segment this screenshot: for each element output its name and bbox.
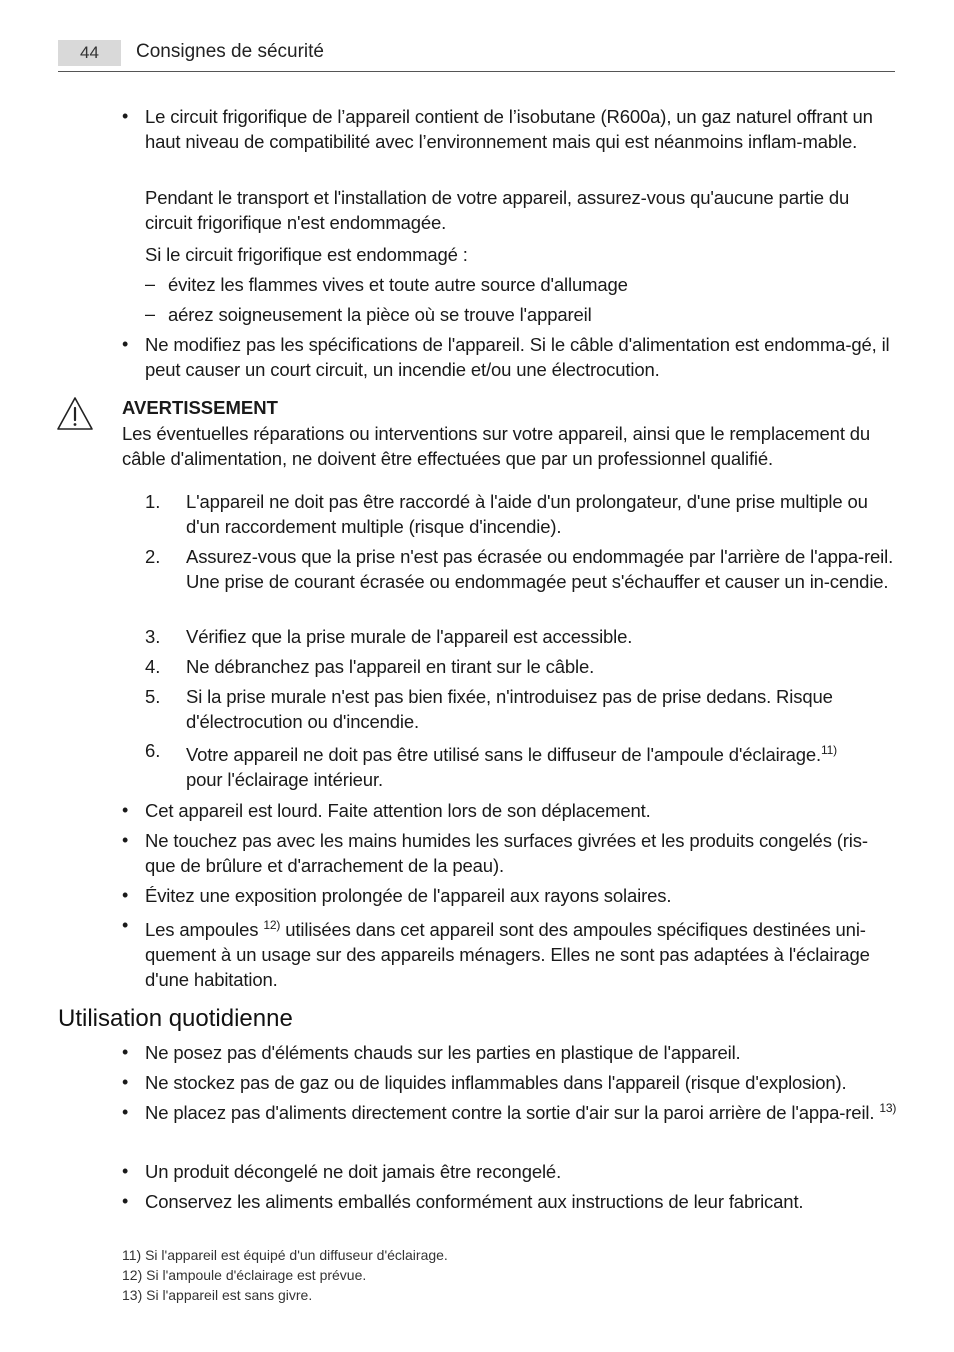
dash-marker: – [145,274,156,294]
bullet-marker: • [122,915,129,935]
dash-item-ventilate: aérez soigneusement la pièce où se trouve l'appareil [168,304,592,325]
bullet-item: Évitez une exposition prolongée de l'appareil aux rayons solaires. [145,885,672,906]
dash-item-flames: évitez les flammes vives et toute autre source d'allumage [168,274,628,295]
bullet-item-text: Les ampoules [145,919,264,940]
bullet-item: Ne touchez pas avec les mains humides les surfaces givrées et les produits congelés (ris-que de brûlure et d'arrachement de la peau). [145,830,868,876]
bullet-item: Un produit décongelé ne doit jamais être recongelé. [145,1161,562,1182]
page-header [58,40,895,72]
numbered-item: Assurez-vous que la prise n'est pas écrasée ou endommagée par l'arrière de l'appa-reil. Une prise de courant écrasée ou endommagée peut s'échauffer et causer un in-cendie. [186,546,894,592]
numbered-item: Ne débranchez pas l'appareil en tirant sur le câble. [186,656,595,677]
header-title: Consignes de sécurité [136,41,324,62]
bullet-item-text: Ne placez pas d'aliments directement contre la sortie d'air sur la paroi arrière de l'appa-reil. [145,1102,880,1123]
bullet-item-specifications: Ne modifiez pas les spécifications de l'appareil. Si le câble d'alimentation est endomma-gé, il peut causer un court circuit, un incendie et/ou une électrocution. [145,334,890,380]
numbered-item: L'appareil ne doit pas être raccordé à l'aide d'un prolongateur, d'une prise multiple ou d'un raccordement multiple (risque d'incendie). [186,491,868,537]
footnote-ref: 13) [879,1101,897,1115]
bullet-item-lamps [145,917,897,992]
list-number: 1. [145,491,161,512]
list-number: 3. [145,626,161,647]
list-number: 6. [145,740,161,761]
numbered-item [186,742,896,792]
bullet-marker: • [122,106,129,126]
bullet-marker: • [122,1042,129,1062]
bullet-item: Conservez les aliments emballés conformément aux instructions de leur fabricant. [145,1191,804,1212]
numbered-item: Vérifiez que la prise murale de l'appareil est accessible. [186,626,633,647]
list-number: 4. [145,656,161,677]
bullet-item: Ne posez pas d'éléments chauds sur les parties en plastique de l'appareil. [145,1042,741,1063]
bullet-marker: • [122,830,129,850]
footnote: 13) Si l'appareil est sans givre. [122,1287,313,1303]
footnote-ref: 12) [263,918,281,932]
bullet-item-air-outlet [145,1100,897,1125]
paragraph-damaged: Si le circuit frigorifique est endommagé : [145,244,468,265]
bullet-marker: • [122,1161,129,1181]
page-number: 44 [58,40,121,66]
warning-text: Les éventuelles réparations ou interventions sur votre appareil, ainsi que le remplacement du câble d'alimentation, ne doivent être effectuées que par un professionnel qualifié. [122,423,871,469]
section-title: Utilisation quotidienne [58,1005,293,1032]
list-number: 5. [145,686,161,707]
bullet-item-isobutane: Le circuit frigorifique de l’appareil contient de l’isobutane (R600a), un gaz naturel offrant un haut niveau de compatibilité avec l’environnement mais qui est néanmoins inflam-mable. [145,106,873,152]
bullet-marker: • [122,1191,129,1211]
paragraph-transport: Pendant le transport et l'installation de votre appareil, assurez-vous qu'aucune partie du circuit frigorifique n'est endommagée. [145,187,850,233]
bullet-marker: • [122,334,129,354]
numbered-item-text: pour l'éclairage intérieur. [186,769,383,790]
footnote: 11) Si l'appareil est équipé d'un diffuseur d'éclairage. [122,1247,448,1263]
footnote-ref: 11) [820,743,837,757]
bullet-item: Cet appareil est lourd. Faite attention lors de son déplacement. [145,800,651,821]
list-number: 2. [145,546,161,567]
bullet-marker: • [122,800,129,820]
numbered-item-text: Votre appareil ne doit pas être utilisé sans le diffuseur de l'ampoule d'éclairage. [186,744,821,765]
warning-icon [56,396,94,432]
footnote: 12) Si l'ampoule d'éclairage est prévue. [122,1267,367,1283]
bullet-marker: • [122,885,129,905]
numbered-item: Si la prise murale n'est pas bien fixée, n'introduisez pas de prise dedans. Risque d'électrocution ou d'incendie. [186,686,833,732]
warning-title: AVERTISSEMENT [122,397,278,418]
bullet-item: Ne stockez pas de gaz ou de liquides inflammables dans l'appareil (risque d'explosion). [145,1072,847,1093]
dash-marker: – [145,304,156,324]
bullet-marker: • [122,1072,129,1092]
bullet-item-text: utilisées dans cet appareil sont des ampoules spécifiques destinées uni-quement à un usage sur des appareils ménagers. Elles ne sont pas adaptées à l'éclairage d'une habitation. [145,919,870,990]
bullet-marker: • [122,1102,129,1122]
